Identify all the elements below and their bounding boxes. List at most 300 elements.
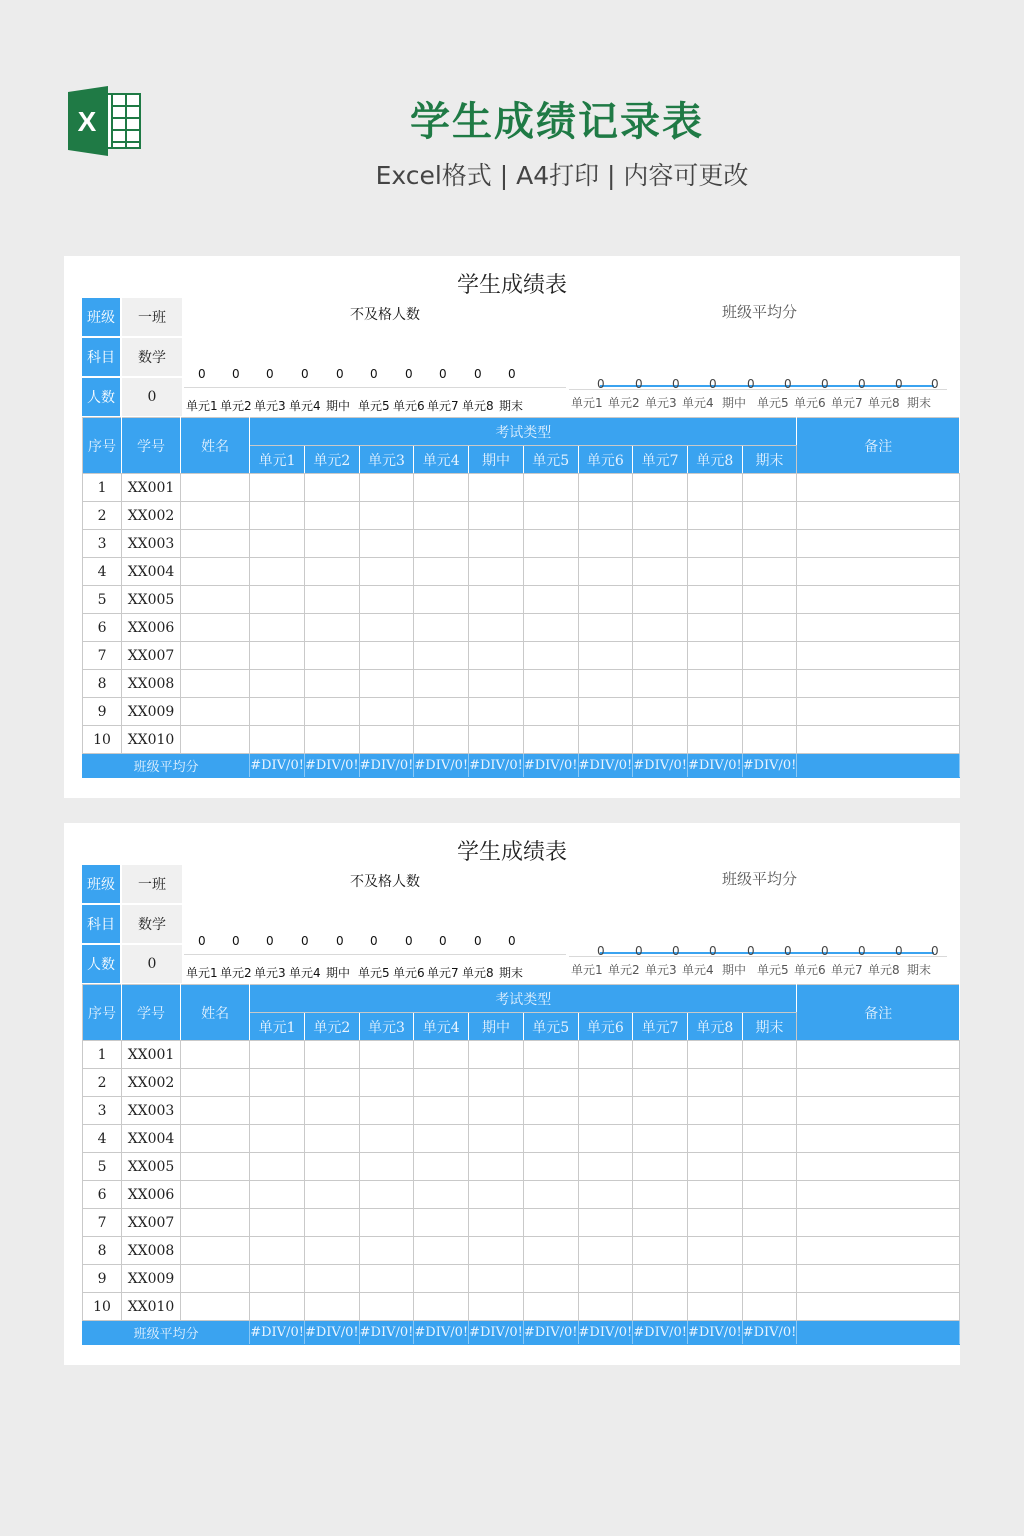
- header-unit: 期末: [742, 1013, 797, 1041]
- row-score-cell[interactable]: [359, 1237, 414, 1265]
- class-average-label: 班级平均分: [83, 754, 250, 778]
- row-score-cell[interactable]: [633, 614, 688, 642]
- row-score-cell[interactable]: [578, 670, 633, 698]
- row-score-cell[interactable]: [687, 1097, 742, 1125]
- row-score-cell[interactable]: [250, 670, 305, 698]
- row-score-cell[interactable]: [414, 1153, 469, 1181]
- fail-count-data-label: 0: [198, 367, 206, 381]
- row-score-cell[interactable]: [304, 1237, 359, 1265]
- avg-score-data-label: 0: [895, 944, 903, 958]
- row-score-cell[interactable]: [742, 1181, 797, 1209]
- row-name-cell[interactable]: [180, 1209, 249, 1237]
- row-score-cell[interactable]: [414, 1041, 469, 1069]
- row-score-cell[interactable]: [687, 1237, 742, 1265]
- row-score-cell[interactable]: [304, 1293, 359, 1321]
- row-score-cell[interactable]: [633, 1153, 688, 1181]
- row-score-cell[interactable]: [523, 726, 578, 754]
- header-unit: 单元7: [633, 446, 688, 474]
- row-score-cell[interactable]: [414, 1237, 469, 1265]
- avg-score-data-label: 0: [895, 377, 903, 391]
- avg-score-axis: [569, 389, 947, 390]
- row-score-cell[interactable]: [633, 726, 688, 754]
- row-score-cell[interactable]: [633, 474, 688, 502]
- row-seq: 7: [83, 642, 122, 670]
- row-score-cell[interactable]: [523, 642, 578, 670]
- avg-score-x-tick: 期末: [907, 396, 932, 410]
- row-score-cell[interactable]: [469, 1181, 524, 1209]
- row-student-id: XX007: [122, 642, 181, 670]
- row-remark-cell[interactable]: [797, 1041, 960, 1069]
- row-score-cell[interactable]: [414, 698, 469, 726]
- row-score-cell[interactable]: [359, 502, 414, 530]
- header-unit: 单元8: [687, 1013, 742, 1041]
- row-remark-cell[interactable]: [797, 1265, 960, 1293]
- row-score-cell[interactable]: [359, 586, 414, 614]
- row-score-cell[interactable]: [523, 1209, 578, 1237]
- row-remark-cell[interactable]: [797, 726, 960, 754]
- row-score-cell[interactable]: [633, 502, 688, 530]
- row-score-cell[interactable]: [469, 1293, 524, 1321]
- row-score-cell[interactable]: [687, 1153, 742, 1181]
- row-score-cell[interactable]: [414, 642, 469, 670]
- row-score-cell[interactable]: [469, 1097, 524, 1125]
- row-score-cell[interactable]: [578, 642, 633, 670]
- row-score-cell[interactable]: [742, 502, 797, 530]
- row-score-cell[interactable]: [523, 1265, 578, 1293]
- row-score-cell[interactable]: [578, 726, 633, 754]
- row-score-cell[interactable]: [304, 1153, 359, 1181]
- row-score-cell[interactable]: [687, 1293, 742, 1321]
- row-score-cell[interactable]: [523, 1041, 578, 1069]
- row-score-cell[interactable]: [742, 1069, 797, 1097]
- row-score-cell[interactable]: [359, 1293, 414, 1321]
- row-score-cell[interactable]: [523, 1237, 578, 1265]
- row-score-cell[interactable]: [359, 670, 414, 698]
- row-score-cell[interactable]: [578, 1181, 633, 1209]
- row-score-cell[interactable]: [469, 586, 524, 614]
- row-remark-cell[interactable]: [797, 586, 960, 614]
- row-score-cell[interactable]: [578, 1265, 633, 1293]
- row-score-cell[interactable]: [742, 1125, 797, 1153]
- row-score-cell[interactable]: [250, 1265, 305, 1293]
- fail-count-axis: [184, 954, 566, 955]
- row-score-cell[interactable]: [578, 1097, 633, 1125]
- row-score-cell[interactable]: [523, 474, 578, 502]
- row-score-cell[interactable]: [250, 1125, 305, 1153]
- row-score-cell[interactable]: [633, 670, 688, 698]
- row-score-cell[interactable]: [523, 502, 578, 530]
- avg-score-x-tick: 单元6: [794, 396, 826, 410]
- row-score-cell[interactable]: [523, 1097, 578, 1125]
- row-student-id: XX001: [122, 474, 181, 502]
- row-score-cell[interactable]: [304, 1097, 359, 1125]
- row-score-cell[interactable]: [250, 502, 305, 530]
- row-score-cell[interactable]: [742, 614, 797, 642]
- row-score-cell[interactable]: [304, 642, 359, 670]
- row-score-cell[interactable]: [633, 1097, 688, 1125]
- row-score-cell[interactable]: [742, 1237, 797, 1265]
- row-score-cell[interactable]: [250, 698, 305, 726]
- row-score-cell[interactable]: [250, 558, 305, 586]
- row-name-cell[interactable]: [180, 1125, 249, 1153]
- row-score-cell[interactable]: [304, 1209, 359, 1237]
- row-name-cell[interactable]: [180, 502, 249, 530]
- row-score-cell[interactable]: [523, 558, 578, 586]
- row-score-cell[interactable]: [633, 530, 688, 558]
- row-score-cell[interactable]: [414, 474, 469, 502]
- avg-score-chart-title: 班级平均分: [722, 303, 798, 321]
- row-score-cell[interactable]: [578, 1293, 633, 1321]
- row-score-cell[interactable]: [304, 1181, 359, 1209]
- row-seq: 4: [83, 558, 122, 586]
- row-score-cell[interactable]: [523, 670, 578, 698]
- row-score-cell[interactable]: [469, 1209, 524, 1237]
- row-score-cell[interactable]: [250, 474, 305, 502]
- row-score-cell[interactable]: [469, 1069, 524, 1097]
- row-remark-cell[interactable]: [797, 1069, 960, 1097]
- row-score-cell[interactable]: [414, 1125, 469, 1153]
- avg-score-data-label: 0: [821, 377, 829, 391]
- avg-score-x-tick: 单元3: [645, 396, 677, 410]
- table-row: [83, 698, 960, 726]
- table-row: [83, 1153, 960, 1181]
- row-score-cell[interactable]: [304, 502, 359, 530]
- avg-score-x-tick: 期中: [722, 963, 747, 977]
- row-student-id: XX003: [122, 530, 181, 558]
- row-score-cell[interactable]: [523, 1181, 578, 1209]
- fail-count-x-tick: 期末: [499, 966, 524, 980]
- row-score-cell[interactable]: [633, 1265, 688, 1293]
- class-average-value: #DIV/0!: [523, 1321, 578, 1345]
- row-score-cell[interactable]: [742, 698, 797, 726]
- row-score-cell[interactable]: [633, 642, 688, 670]
- row-score-cell[interactable]: [633, 1209, 688, 1237]
- row-score-cell[interactable]: [578, 698, 633, 726]
- row-score-cell[interactable]: [414, 586, 469, 614]
- row-score-cell[interactable]: [633, 1181, 688, 1209]
- fail-count-data-label: 0: [370, 934, 378, 948]
- row-score-cell[interactable]: [414, 502, 469, 530]
- row-score-cell[interactable]: [359, 1265, 414, 1293]
- row-score-cell[interactable]: [469, 1153, 524, 1181]
- row-name-cell[interactable]: [180, 670, 249, 698]
- avg-score-x-tick: 单元4: [682, 963, 714, 977]
- table-row: [83, 558, 960, 586]
- row-score-cell[interactable]: [469, 642, 524, 670]
- row-score-cell[interactable]: [414, 726, 469, 754]
- row-score-cell[interactable]: [523, 614, 578, 642]
- row-score-cell[interactable]: [250, 1293, 305, 1321]
- row-score-cell[interactable]: [578, 614, 633, 642]
- fail-count-x-tick: 期末: [499, 399, 524, 413]
- row-score-cell[interactable]: [414, 530, 469, 558]
- row-score-cell[interactable]: [469, 1041, 524, 1069]
- header-unit: 单元2: [304, 1013, 359, 1041]
- row-score-cell[interactable]: [633, 1293, 688, 1321]
- row-score-cell[interactable]: [742, 530, 797, 558]
- row-score-cell[interactable]: [304, 474, 359, 502]
- class-average-row: [83, 754, 960, 778]
- fail-count-x-tick: 单元8: [462, 966, 494, 980]
- row-score-cell[interactable]: [633, 558, 688, 586]
- row-score-cell[interactable]: [687, 1181, 742, 1209]
- fail-count-x-tick: 单元7: [427, 966, 459, 980]
- row-score-cell[interactable]: [359, 642, 414, 670]
- row-score-cell[interactable]: [469, 474, 524, 502]
- row-remark-cell[interactable]: [797, 1125, 960, 1153]
- row-score-cell[interactable]: [687, 502, 742, 530]
- row-score-cell[interactable]: [687, 530, 742, 558]
- fail-count-x-tick: 单元5: [358, 966, 390, 980]
- row-remark-cell[interactable]: [797, 1237, 960, 1265]
- row-score-cell[interactable]: [469, 1125, 524, 1153]
- row-score-cell[interactable]: [304, 1069, 359, 1097]
- row-score-cell[interactable]: [359, 1181, 414, 1209]
- row-score-cell[interactable]: [469, 698, 524, 726]
- row-student-id: XX004: [122, 558, 181, 586]
- row-score-cell[interactable]: [633, 1069, 688, 1097]
- row-score-cell[interactable]: [469, 1265, 524, 1293]
- row-score-cell[interactable]: [359, 726, 414, 754]
- row-score-cell[interactable]: [469, 502, 524, 530]
- class-average-value: #DIV/0!: [414, 1321, 469, 1345]
- row-score-cell[interactable]: [742, 1041, 797, 1069]
- avg-score-x-tick: 单元6: [794, 963, 826, 977]
- row-score-cell[interactable]: [359, 1069, 414, 1097]
- row-score-cell[interactable]: [578, 1125, 633, 1153]
- row-score-cell[interactable]: [250, 1041, 305, 1069]
- class-average-value: #DIV/0!: [523, 754, 578, 778]
- row-name-cell[interactable]: [180, 642, 249, 670]
- row-name-cell[interactable]: [180, 530, 249, 558]
- row-score-cell[interactable]: [687, 586, 742, 614]
- row-score-cell[interactable]: [578, 1237, 633, 1265]
- row-name-cell[interactable]: [180, 1041, 249, 1069]
- row-score-cell[interactable]: [359, 1153, 414, 1181]
- row-name-cell[interactable]: [180, 586, 249, 614]
- row-score-cell[interactable]: [250, 1181, 305, 1209]
- row-score-cell[interactable]: [633, 1125, 688, 1153]
- row-score-cell[interactable]: [304, 1125, 359, 1153]
- row-seq: 1: [83, 474, 122, 502]
- row-score-cell[interactable]: [578, 474, 633, 502]
- fail-count-x-tick: 单元3: [254, 966, 286, 980]
- row-score-cell[interactable]: [250, 1237, 305, 1265]
- row-score-cell[interactable]: [304, 1041, 359, 1069]
- row-score-cell[interactable]: [414, 670, 469, 698]
- row-score-cell[interactable]: [687, 1041, 742, 1069]
- row-name-cell[interactable]: [180, 726, 249, 754]
- logo-letter: X: [77, 106, 97, 137]
- row-remark-cell[interactable]: [797, 1153, 960, 1181]
- row-score-cell[interactable]: [359, 1041, 414, 1069]
- row-name-cell[interactable]: [180, 1293, 249, 1321]
- row-score-cell[interactable]: [687, 670, 742, 698]
- row-name-cell[interactable]: [180, 558, 249, 586]
- row-score-cell[interactable]: [469, 1237, 524, 1265]
- row-score-cell[interactable]: [633, 586, 688, 614]
- row-score-cell[interactable]: [523, 1069, 578, 1097]
- avg-score-data-label: 0: [821, 944, 829, 958]
- avg-score-axis: [569, 956, 947, 957]
- row-score-cell[interactable]: [359, 614, 414, 642]
- row-seq: 1: [83, 1041, 122, 1069]
- row-remark-cell[interactable]: [797, 670, 960, 698]
- row-score-cell[interactable]: [687, 698, 742, 726]
- row-score-cell[interactable]: [414, 1209, 469, 1237]
- row-score-cell[interactable]: [742, 670, 797, 698]
- row-name-cell[interactable]: [180, 1265, 249, 1293]
- row-score-cell[interactable]: [687, 614, 742, 642]
- row-name-cell[interactable]: [180, 1181, 249, 1209]
- row-score-cell[interactable]: [250, 1153, 305, 1181]
- row-score-cell[interactable]: [687, 1069, 742, 1097]
- fail-count-data-label: 0: [336, 367, 344, 381]
- class-average-value: #DIV/0!: [742, 1321, 797, 1345]
- fail-count-chart-title: 不及格人数: [350, 874, 420, 890]
- row-score-cell[interactable]: [250, 586, 305, 614]
- row-score-cell[interactable]: [359, 1097, 414, 1125]
- row-score-cell[interactable]: [469, 614, 524, 642]
- row-score-cell[interactable]: [304, 698, 359, 726]
- row-score-cell[interactable]: [250, 1209, 305, 1237]
- row-score-cell[interactable]: [250, 1097, 305, 1125]
- row-score-cell[interactable]: [687, 642, 742, 670]
- row-score-cell[interactable]: [742, 1209, 797, 1237]
- row-score-cell[interactable]: [578, 530, 633, 558]
- row-name-cell[interactable]: [180, 698, 249, 726]
- row-score-cell[interactable]: [304, 586, 359, 614]
- row-score-cell[interactable]: [250, 642, 305, 670]
- table-row: [83, 1293, 960, 1321]
- avg-score-x-tick: 单元1: [571, 396, 603, 410]
- row-score-cell[interactable]: [742, 474, 797, 502]
- row-remark-cell[interactable]: [797, 1209, 960, 1237]
- row-student-id: XX010: [122, 1293, 181, 1321]
- row-score-cell[interactable]: [304, 726, 359, 754]
- row-score-cell[interactable]: [633, 1041, 688, 1069]
- row-remark-cell[interactable]: [797, 1181, 960, 1209]
- row-score-cell[interactable]: [578, 1209, 633, 1237]
- row-remark-cell[interactable]: [797, 502, 960, 530]
- row-remark-cell[interactable]: [797, 558, 960, 586]
- row-student-id: XX009: [122, 698, 181, 726]
- row-score-cell[interactable]: [742, 1293, 797, 1321]
- row-score-cell[interactable]: [414, 558, 469, 586]
- row-name-cell[interactable]: [180, 1237, 249, 1265]
- row-score-cell[interactable]: [687, 1125, 742, 1153]
- header-unit: 单元4: [414, 446, 469, 474]
- row-score-cell[interactable]: [414, 1097, 469, 1125]
- row-score-cell[interactable]: [250, 1069, 305, 1097]
- row-score-cell[interactable]: [414, 1265, 469, 1293]
- row-score-cell[interactable]: [578, 502, 633, 530]
- row-score-cell[interactable]: [742, 642, 797, 670]
- row-score-cell[interactable]: [304, 1265, 359, 1293]
- row-remark-cell[interactable]: [797, 614, 960, 642]
- row-remark-cell[interactable]: [797, 642, 960, 670]
- row-score-cell[interactable]: [687, 558, 742, 586]
- row-score-cell[interactable]: [523, 1125, 578, 1153]
- row-score-cell[interactable]: [742, 558, 797, 586]
- row-score-cell[interactable]: [687, 474, 742, 502]
- row-remark-cell[interactable]: [797, 1097, 960, 1125]
- row-score-cell[interactable]: [304, 530, 359, 558]
- row-score-cell[interactable]: [359, 698, 414, 726]
- row-score-cell[interactable]: [687, 726, 742, 754]
- row-remark-cell[interactable]: [797, 1293, 960, 1321]
- row-score-cell[interactable]: [523, 1153, 578, 1181]
- row-score-cell[interactable]: [469, 558, 524, 586]
- row-remark-cell[interactable]: [797, 698, 960, 726]
- info-value: 一班: [122, 298, 182, 336]
- row-student-id: XX002: [122, 502, 181, 530]
- row-name-cell[interactable]: [180, 474, 249, 502]
- row-score-cell[interactable]: [250, 726, 305, 754]
- row-score-cell[interactable]: [523, 586, 578, 614]
- row-score-cell[interactable]: [304, 614, 359, 642]
- row-score-cell[interactable]: [578, 586, 633, 614]
- row-score-cell[interactable]: [359, 1209, 414, 1237]
- row-score-cell[interactable]: [578, 1153, 633, 1181]
- row-score-cell[interactable]: [469, 726, 524, 754]
- fail-count-data-label: 0: [439, 367, 447, 381]
- row-score-cell[interactable]: [633, 1237, 688, 1265]
- row-name-cell[interactable]: [180, 1097, 249, 1125]
- row-score-cell[interactable]: [578, 1041, 633, 1069]
- row-score-cell[interactable]: [578, 558, 633, 586]
- row-score-cell[interactable]: [742, 726, 797, 754]
- row-score-cell[interactable]: [742, 1153, 797, 1181]
- row-name-cell[interactable]: [180, 1069, 249, 1097]
- row-score-cell[interactable]: [250, 530, 305, 558]
- row-score-cell[interactable]: [414, 1181, 469, 1209]
- row-score-cell[interactable]: [414, 614, 469, 642]
- row-score-cell[interactable]: [414, 1293, 469, 1321]
- row-name-cell[interactable]: [180, 1153, 249, 1181]
- class-average-value: #DIV/0!: [687, 754, 742, 778]
- fail-count-x-tick: 单元6: [393, 399, 425, 413]
- row-student-id: XX008: [122, 1237, 181, 1265]
- row-name-cell[interactable]: [180, 614, 249, 642]
- row-score-cell[interactable]: [359, 558, 414, 586]
- class-average-value: #DIV/0!: [578, 1321, 633, 1345]
- avg-score-data-label: 0: [931, 377, 939, 391]
- row-score-cell[interactable]: [742, 1097, 797, 1125]
- row-score-cell[interactable]: [469, 670, 524, 698]
- row-score-cell[interactable]: [523, 698, 578, 726]
- row-score-cell[interactable]: [250, 614, 305, 642]
- row-score-cell[interactable]: [633, 698, 688, 726]
- row-score-cell[interactable]: [304, 670, 359, 698]
- row-score-cell[interactable]: [687, 1265, 742, 1293]
- row-score-cell[interactable]: [469, 530, 524, 558]
- row-score-cell[interactable]: [742, 586, 797, 614]
- row-score-cell[interactable]: [414, 1069, 469, 1097]
- row-score-cell[interactable]: [359, 474, 414, 502]
- row-score-cell[interactable]: [523, 530, 578, 558]
- row-seq: 7: [83, 1209, 122, 1237]
- row-score-cell[interactable]: [687, 1209, 742, 1237]
- row-score-cell[interactable]: [742, 1265, 797, 1293]
- row-score-cell[interactable]: [359, 530, 414, 558]
- row-score-cell[interactable]: [304, 558, 359, 586]
- row-remark-cell[interactable]: [797, 530, 960, 558]
- row-score-cell[interactable]: [523, 1293, 578, 1321]
- row-score-cell[interactable]: [359, 1125, 414, 1153]
- row-remark-cell[interactable]: [797, 474, 960, 502]
- row-score-cell[interactable]: [578, 1069, 633, 1097]
